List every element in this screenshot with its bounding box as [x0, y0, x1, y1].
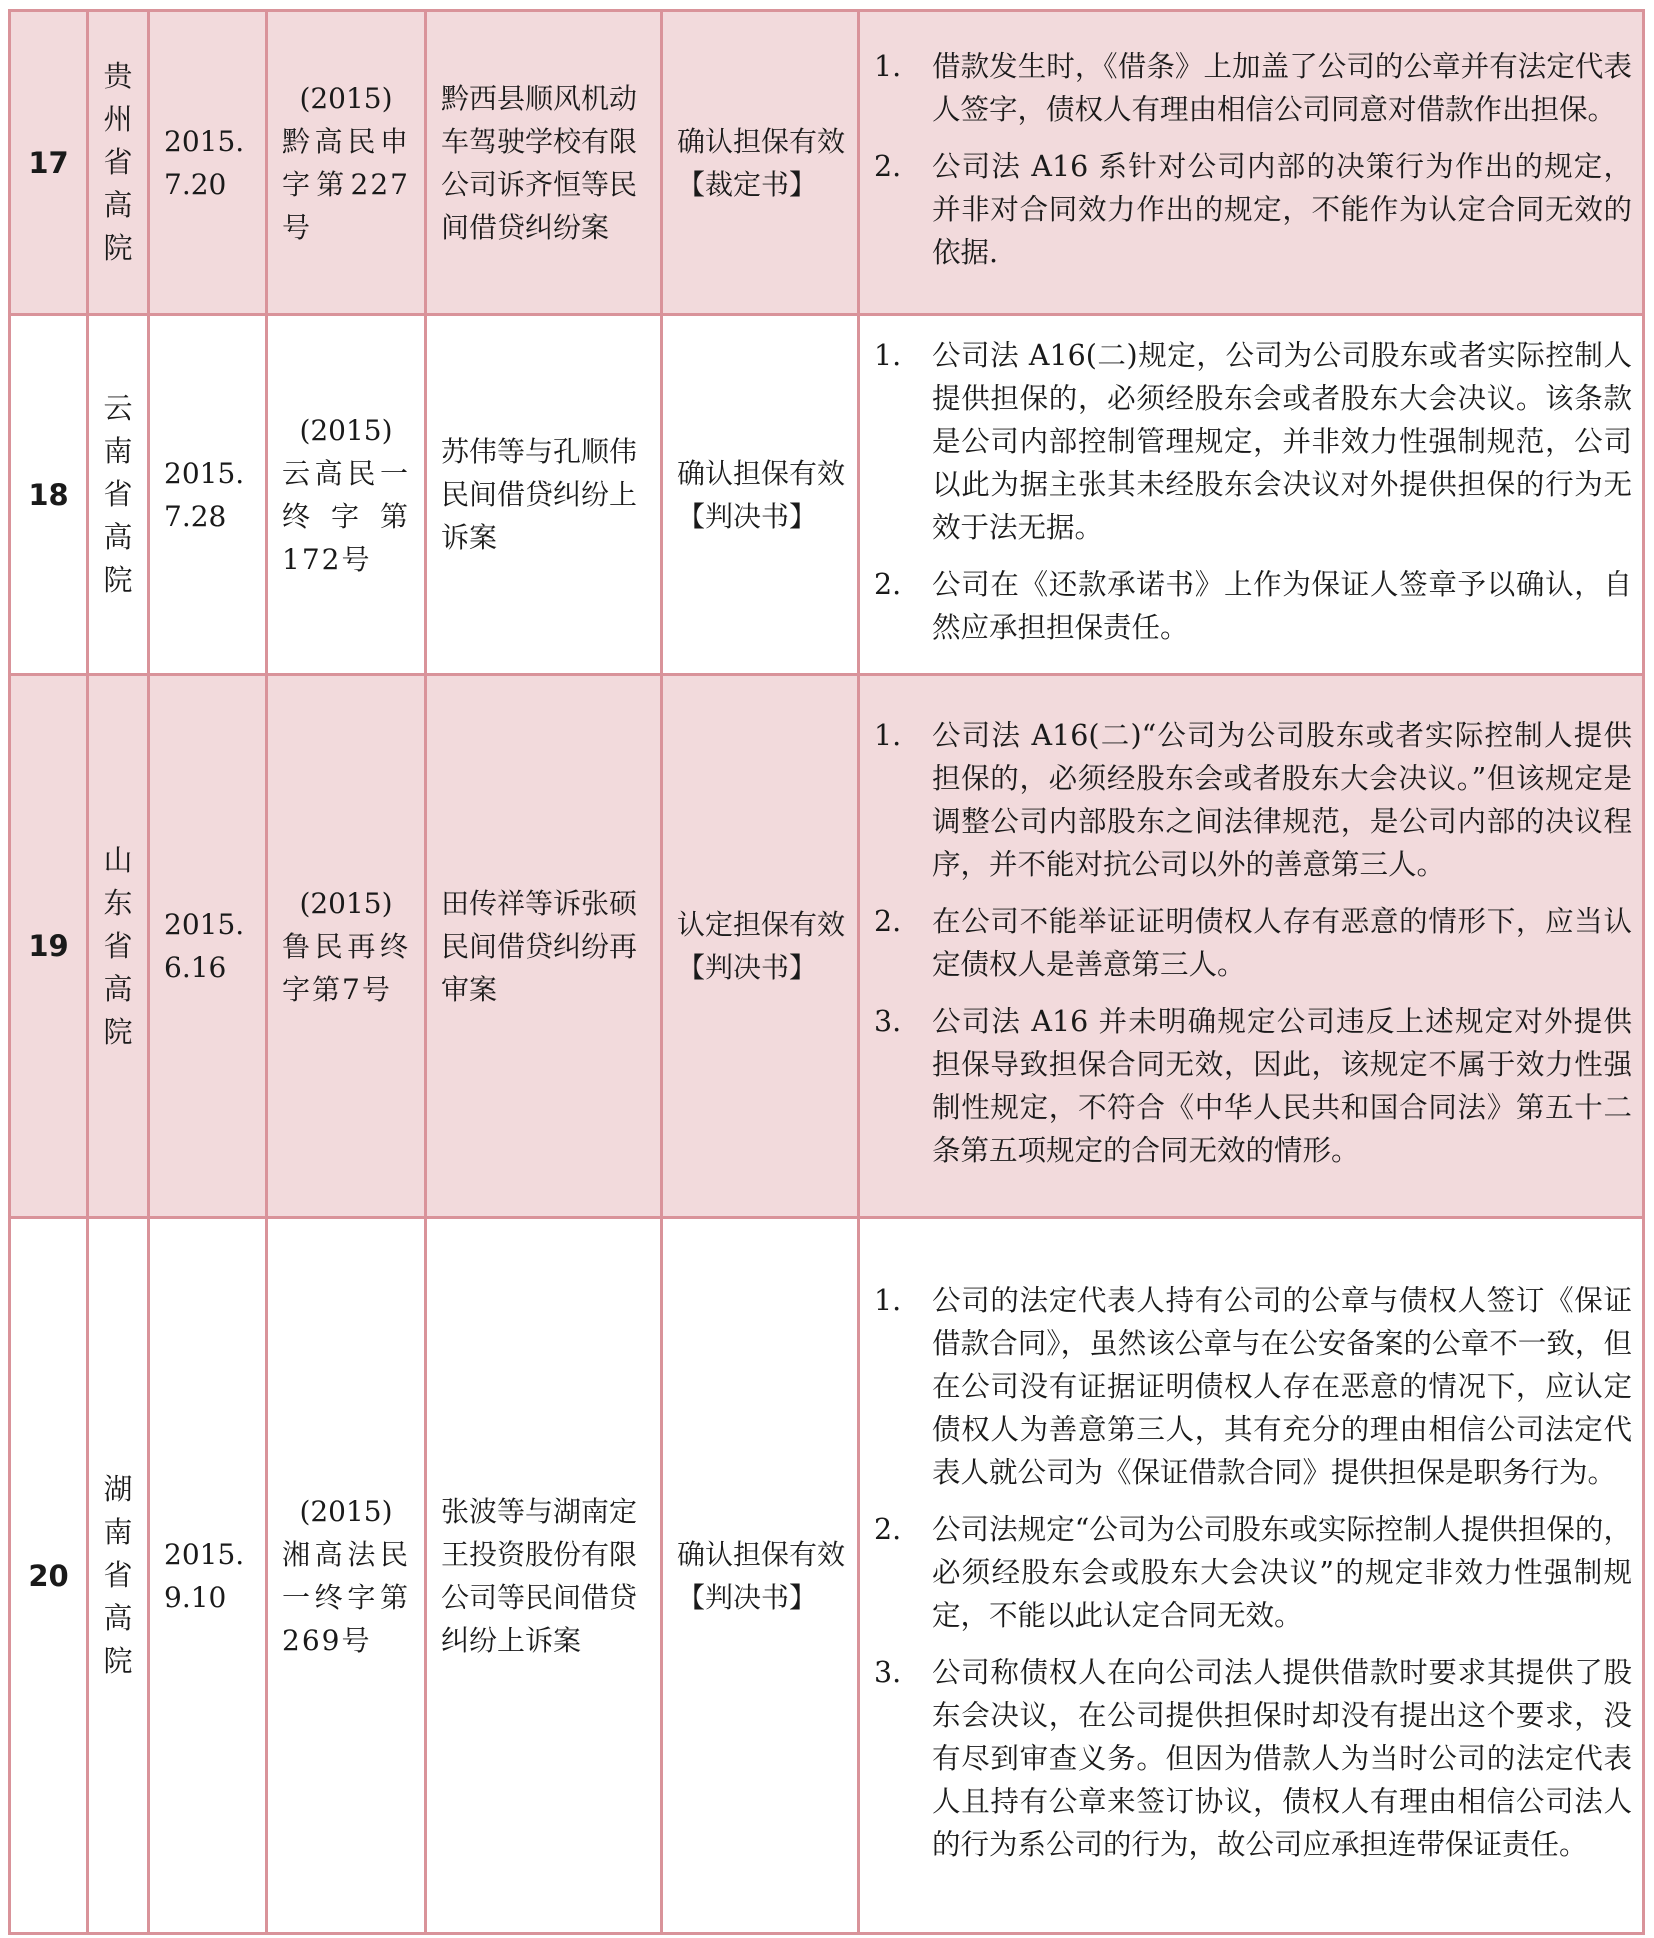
item-text: 借款发生时，《借条》上加盖了公司的公章并有法定代表人签字，债权人有理由相信公司同意对借款作出担保。 [932, 50, 1632, 126]
item-text: 公司法 A16 系针对公司内部的决策行为作出的规定，并非对合同效力作出的规定，不能作为认定合同无效的依据. [932, 150, 1632, 269]
reasoning-cell [859, 1218, 1644, 1934]
court-char: 山 [103, 842, 133, 877]
court-char: 院 [103, 1644, 133, 1678]
case-ref-cell [267, 1218, 426, 1934]
court-char: 省 [103, 1558, 133, 1592]
court-cell [88, 1218, 149, 1934]
reasoning-item [874, 145, 1632, 274]
table-row-20 [10, 1218, 1644, 1934]
case-ref-number: 鲁民再终字第7号 [282, 929, 410, 1006]
table-row-19 [10, 675, 1644, 1218]
court-char: 省 [103, 145, 133, 179]
case-table [8, 9, 1645, 1935]
case-number-cell: 19 [10, 675, 88, 1218]
court-char: 云 [103, 391, 133, 425]
reasoning-list [874, 45, 1632, 274]
reasoning-item [874, 1279, 1632, 1494]
reasoning-list [874, 334, 1632, 649]
reasoning-item [874, 45, 1632, 131]
date-line: 7.28 [164, 499, 227, 533]
court-char: 南 [103, 1515, 133, 1549]
court-char: 高 [103, 971, 133, 1006]
item-text: 公司法 A16(二)规定，公司为公司股东或者实际控制人提供担保的，必须经股东会或者股东大会决议。该条款是公司内部控制管理规定，并非效力性强制规范，公司以此为据主张其未经股东会决议对外提供担保的行为无效于法无据。 [932, 339, 1632, 544]
case-ref-number: 黔高民申字第227号 [282, 124, 410, 244]
date-line: 2015. [164, 456, 245, 490]
item-number: 1. [874, 339, 902, 372]
date-line: 6.16 [164, 951, 227, 984]
case-title-cell: 黔西县顺风机动车驾驶学校有限公司诉齐恒等民间借贷纠纷案 [426, 11, 662, 315]
case-year: (2015) [299, 1494, 393, 1528]
court-char: 南 [103, 434, 133, 468]
case-title-cell: 张波等与湖南定王投资股份有限公司等民间借贷纠纷上诉案 [426, 1218, 662, 1934]
result-cell: 确认担保有效【判决书】 [662, 1218, 859, 1934]
item-text: 公司法规定“公司为公司股东或实际控制人提供担保的，必须经股东会或股东大会决议”的规定非效力性强制规定，不能以此认定合同无效。 [932, 1513, 1632, 1632]
case-title-cell: 苏伟等与孔顺伟民间借贷纠纷上诉案 [426, 315, 662, 675]
court-char: 高 [103, 1601, 133, 1635]
case-ref-number: 云高民一终字第172号 [282, 456, 410, 576]
case-ref-cell [267, 675, 426, 1218]
court-char: 院 [103, 563, 133, 597]
item-number: 3. [874, 1005, 902, 1038]
case-ref-cell [267, 11, 426, 315]
result-cell: 认定担保有效【判决书】 [662, 675, 859, 1218]
item-text: 公司法 A16(二)“公司为公司股东或者实际控制人提供担保的，必须经股东会或者股东大会决议。”但该规定是调整公司内部股东之间法律规范，是公司内部的决议程序，并不能对抗公司以外的善意第三人。 [932, 719, 1632, 881]
date-line: 2015. [164, 124, 245, 158]
court-cell [88, 315, 149, 675]
reasoning-cell [859, 11, 1644, 315]
reasoning-cell [859, 315, 1644, 675]
date-cell [149, 11, 267, 315]
reasoning-item [874, 1651, 1632, 1866]
item-text: 公司法 A16 并未明确规定公司违反上述规定对外提供担保导致担保合同无效，因此，该规定不属于效力性强制性规定，不符合《中华人民共和国合同法》第五十二条第五项规定的合同无效的情形。 [932, 1005, 1632, 1167]
court-char: 高 [103, 188, 133, 222]
reasoning-list [874, 714, 1632, 1172]
court-char: 贵 [103, 59, 133, 93]
date-cell [149, 675, 267, 1218]
reasoning-cell [859, 675, 1644, 1218]
court-char: 省 [103, 477, 133, 511]
case-number-cell: 17 [10, 11, 88, 315]
court-char: 院 [103, 1014, 133, 1049]
item-text: 公司称债权人在向公司法人提供借款时要求其提供了股东会决议，在公司提供担保时却没有提出这个要求，没有尽到审查义务。但因为借款人为当时公司的法定代表人且持有公章来签订协议，债权人有理由相信公司法人的行为系公司的行为，故公司应承担连带保证责任。 [932, 1656, 1632, 1861]
date-line: 7.20 [164, 167, 227, 201]
result-cell: 确认担保有效【裁定书】 [662, 11, 859, 315]
case-year: (2015) [299, 886, 393, 920]
date-line: 2015. [164, 1537, 245, 1571]
case-title-cell: 田传祥等诉张硕民间借贷纠纷再审案 [426, 675, 662, 1218]
item-number: 1. [874, 719, 902, 752]
court-char: 州 [103, 102, 133, 136]
court-cell [88, 11, 149, 315]
reasoning-item [874, 563, 1632, 649]
case-ref-number: 湘高法民一终字第269号 [282, 1537, 410, 1657]
court-char: 东 [103, 885, 133, 920]
date-line: 9.10 [164, 1580, 227, 1614]
item-number: 2. [874, 150, 902, 183]
reasoning-item [874, 714, 1632, 886]
case-number-cell: 18 [10, 315, 88, 675]
reasoning-list [874, 1279, 1632, 1866]
item-text: 公司在《还款承诺书》上作为保证人签章予以确认，自然应承担担保责任。 [932, 568, 1632, 644]
item-number: 2. [874, 905, 902, 938]
item-number: 1. [874, 50, 902, 83]
reasoning-item [874, 1000, 1632, 1172]
case-year: (2015) [299, 81, 393, 115]
date-line: 2015. [164, 908, 245, 941]
case-year: (2015) [299, 413, 393, 447]
court-cell [88, 675, 149, 1218]
date-cell [149, 1218, 267, 1934]
reasoning-item [874, 1508, 1632, 1637]
item-number: 1. [874, 1284, 902, 1317]
court-char: 省 [103, 928, 133, 963]
item-text: 公司的法定代表人持有公司的公章与债权人签订《保证借款合同》，虽然该公章与在公安备案的公章不一致，但在公司没有证据证明债权人存在恶意的情况下，应认定债权人为善意第三人，其有充分的理由相信公司法定代表人就公司为《保证借款合同》提供担保是职务行为。 [932, 1284, 1632, 1489]
table-row-18 [10, 315, 1644, 675]
item-number: 3. [874, 1656, 902, 1689]
item-number: 2. [874, 568, 902, 601]
reasoning-item [874, 900, 1632, 986]
result-cell: 确认担保有效【判决书】 [662, 315, 859, 675]
item-number: 2. [874, 1513, 902, 1546]
case-ref-cell [267, 315, 426, 675]
court-char: 湖 [103, 1472, 133, 1506]
case-number-cell: 20 [10, 1218, 88, 1934]
court-char: 院 [103, 231, 133, 265]
reasoning-item [874, 334, 1632, 549]
date-cell [149, 315, 267, 675]
item-text: 在公司不能举证证明债权人存有恶意的情形下，应当认定债权人是善意第三人。 [932, 905, 1632, 981]
table-row-17 [10, 11, 1644, 315]
court-char: 高 [103, 520, 133, 554]
